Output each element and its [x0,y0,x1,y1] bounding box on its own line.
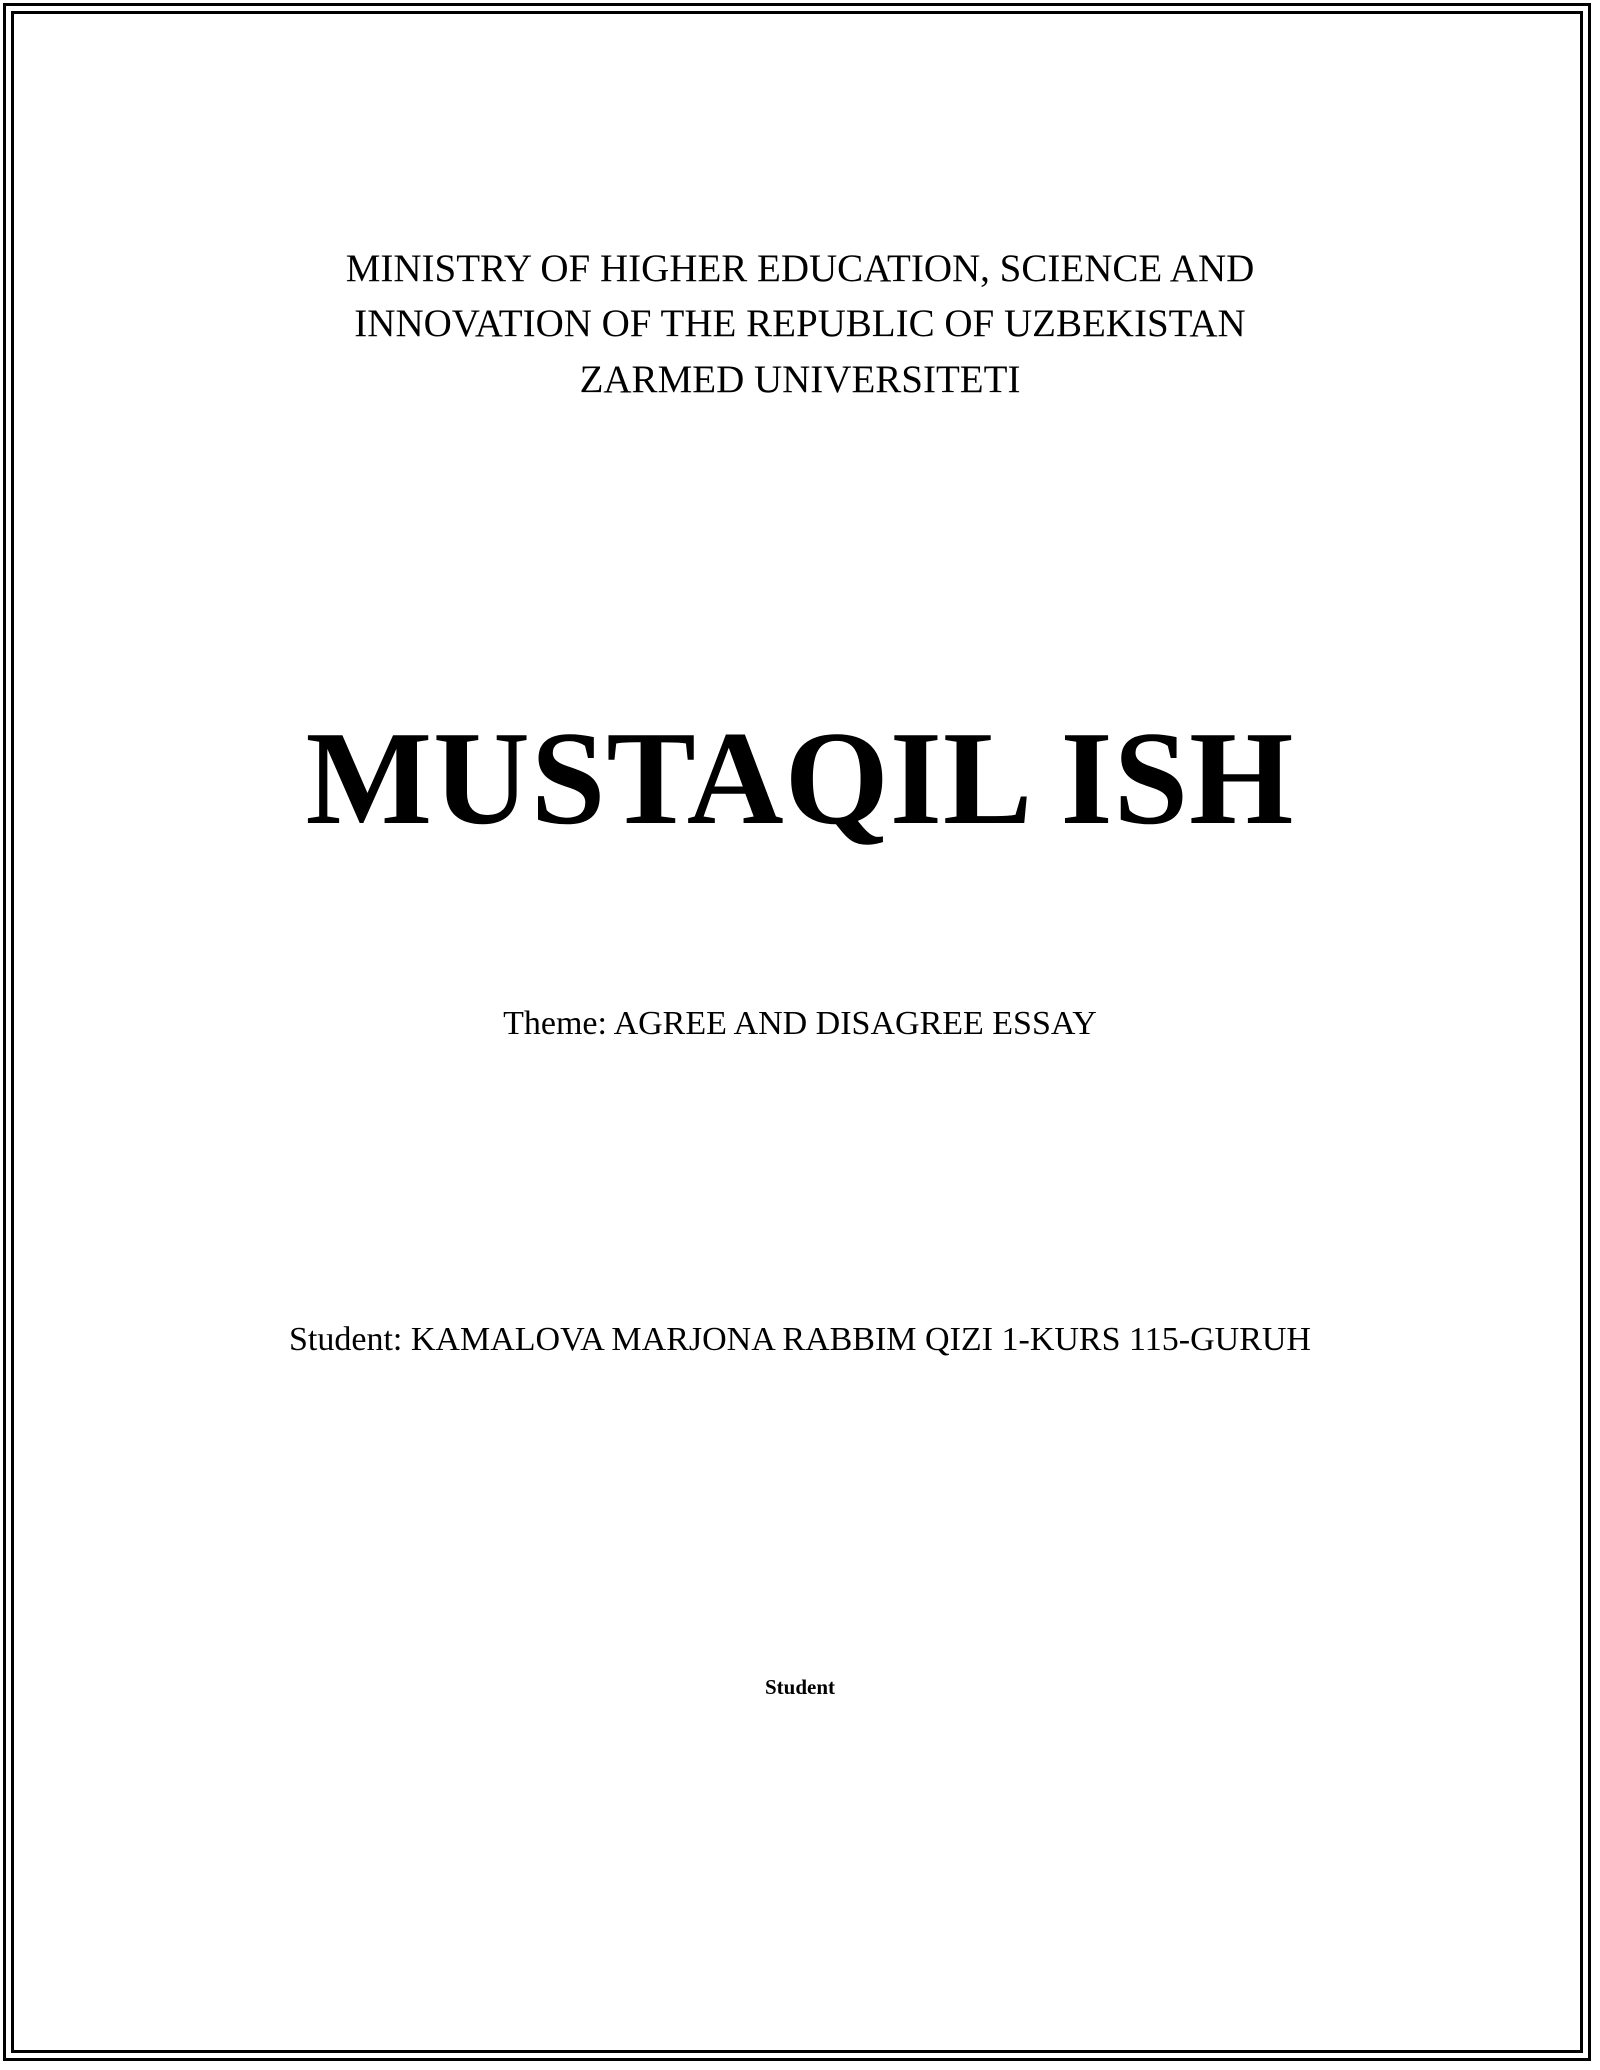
theme-line: Theme: AGREE AND DISAGREE ESSAY [503,1005,1097,1042]
ministry-line-2: INNOVATION OF THE REPUBLIC OF UZBEKISTAN [354,302,1246,345]
ministry-line-1: MINISTRY OF HIGHER EDUCATION, SCIENCE AND [345,247,1255,290]
student-info-line: Student: KAMALOVA MARJONA RABBIM QIZI 1-KURS 115-GURUH [289,1321,1311,1358]
university-name: ZARMED UNIVERSITETI [579,358,1021,401]
student-footer-label: Student [764,1675,836,1699]
document-title: MUSTAQIL ISH [305,704,1295,852]
